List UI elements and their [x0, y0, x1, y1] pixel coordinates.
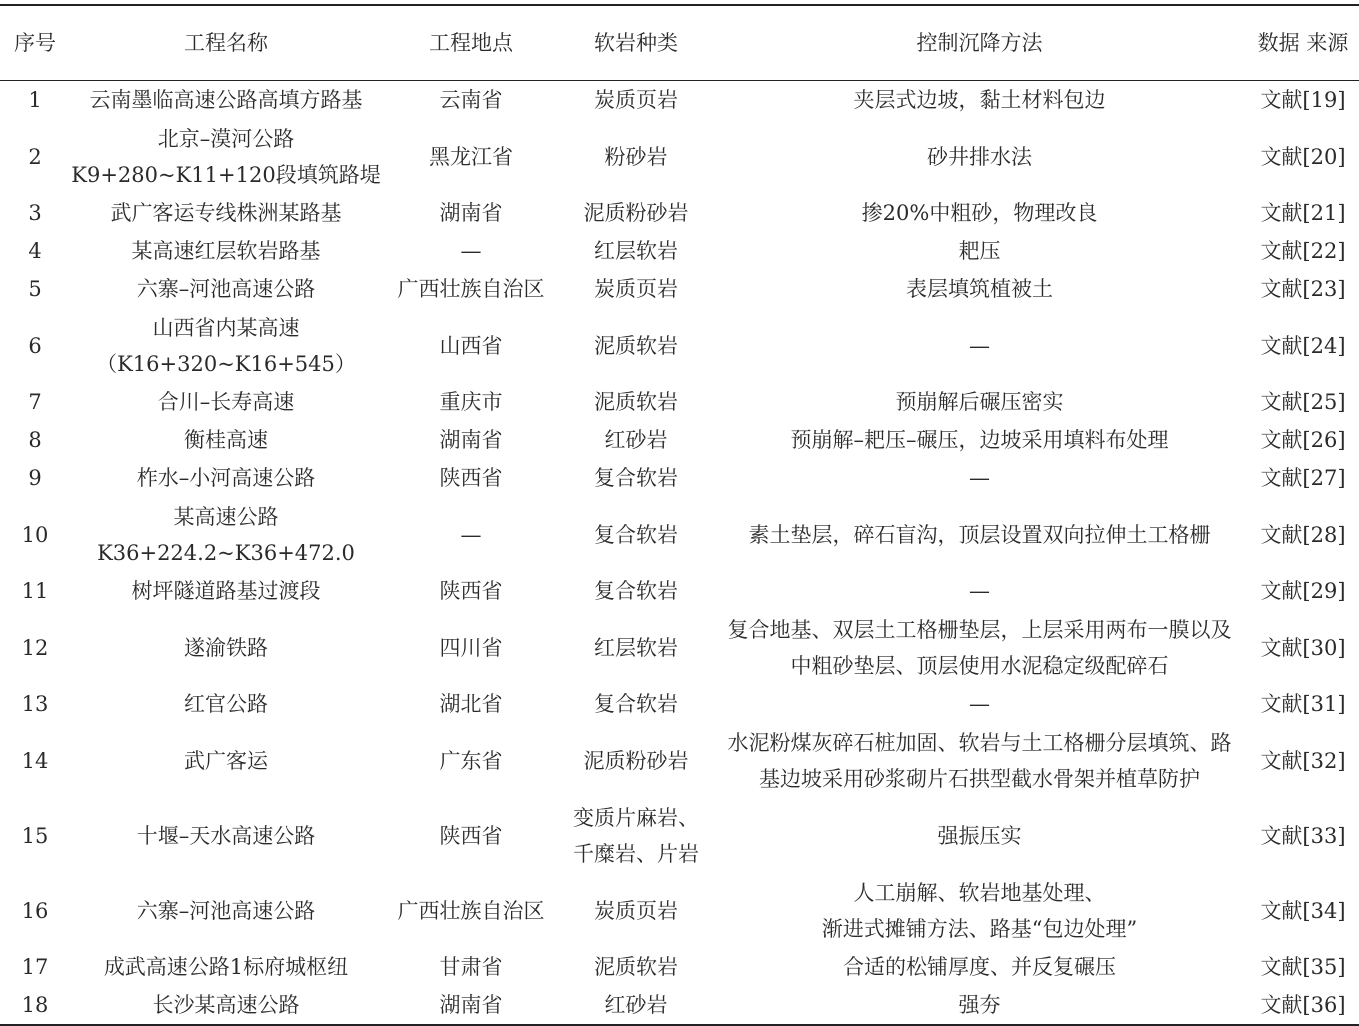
cell-project-name: [70, 723, 382, 798]
soft-rock-embankment-table: [0, 4, 1359, 1026]
cell-settlement-method: [712, 948, 1247, 986]
cell-settlement-method-line: 复合地基、双层土工格栅垫层，上层采用两布一膜以及: [727, 617, 1232, 642]
cell-index: 3: [28, 201, 42, 225]
cell-rock-type: [560, 873, 712, 948]
cell-project-name-line: 红官公路: [184, 692, 268, 716]
cell-project-name: [70, 194, 382, 232]
table-row: [0, 572, 1359, 610]
cell-settlement-method-line: 合适的松铺厚度、并反复碾压: [843, 955, 1116, 979]
cell-settlement-method: [712, 798, 1247, 873]
cell-data-source: 文献[34]: [1260, 898, 1346, 923]
cell-settlement-method-line: 表层填筑植被土: [906, 277, 1053, 301]
cell-rock-type-line: 复合软岩: [594, 692, 678, 716]
cell-location: 山西省: [439, 333, 503, 358]
cell-index: 1: [28, 88, 42, 112]
cell-project-name: [70, 270, 382, 308]
cell-location: 甘肃省: [439, 955, 503, 979]
cell-project-name-line: 武广客运专线株洲某路基: [110, 201, 342, 225]
cell-project-name-line: 遂渝铁路: [184, 635, 268, 660]
cell-rock-type-line: 红砂岩: [604, 993, 668, 1017]
cell-project-name: [70, 873, 382, 948]
cell-rock-type: [560, 459, 712, 497]
table-row: [0, 81, 1359, 120]
cell-rock-type-line: 炭质页岩: [594, 88, 678, 112]
cell-index: 12: [21, 635, 49, 660]
cell-settlement-method: [712, 421, 1247, 459]
cell-location: 湖南省: [439, 201, 503, 225]
cell-location: 湖南省: [439, 428, 503, 452]
cell-location: 广西壮族自治区: [397, 277, 545, 301]
cell-rock-type: [560, 497, 712, 572]
cell-settlement-method-line: —: [969, 579, 990, 603]
cell-rock-type-line: 千糜岩、片岩: [573, 841, 699, 866]
cell-settlement-method-line: —: [969, 333, 990, 358]
cell-data-source: 文献[26]: [1260, 428, 1346, 452]
cell-data-source: 文献[28]: [1260, 522, 1346, 547]
table-row: [0, 723, 1359, 798]
cell-project-name: [70, 308, 382, 383]
header-rock-type: 软岩种类: [594, 30, 678, 55]
cell-project-name: [70, 572, 382, 610]
cell-project-name-line: 某高速公路: [173, 504, 279, 529]
cell-project-name-line: 十堰–天水高速公路: [136, 823, 316, 848]
cell-rock-type: [560, 119, 712, 194]
cell-project-name-line: 树坪隧道路基过渡段: [131, 579, 321, 603]
cell-rock-type: [560, 798, 712, 873]
cell-settlement-method-line: 强夯: [958, 993, 1001, 1017]
cell-project-name-line: 长沙某高速公路: [152, 993, 300, 1017]
cell-rock-type: [560, 308, 712, 383]
table-row: [0, 194, 1359, 232]
cell-settlement-method-line: 砂井排水法: [927, 144, 1032, 169]
cell-data-source: 文献[29]: [1260, 579, 1346, 603]
header-project-name: 工程名称: [184, 30, 268, 55]
cell-rock-type-line: 复合软岩: [594, 522, 678, 547]
cell-settlement-method-line: 掺20%中粗砂，物理改良: [861, 201, 1098, 225]
cell-rock-type-line: 变质片麻岩、: [573, 805, 699, 830]
cell-rock-type: [560, 723, 712, 798]
table-body: [0, 81, 1359, 1026]
header-index: 序号: [14, 30, 56, 55]
cell-rock-type: [560, 986, 712, 1025]
cell-rock-type: [560, 610, 712, 685]
cell-settlement-method-line: 预崩解后碾压密实: [895, 390, 1064, 414]
cell-location: —: [460, 522, 482, 547]
table-row: [0, 459, 1359, 497]
cell-settlement-method-line: 水泥粉煤灰碎石桩加固、软岩与土工格栅分层填筑、路: [727, 730, 1232, 755]
cell-settlement-method: [712, 572, 1247, 610]
cell-rock-type-line: 泥质软岩: [594, 390, 678, 414]
cell-index: 18: [21, 993, 49, 1017]
cell-data-source: 文献[36]: [1260, 993, 1346, 1017]
cell-project-name-line: （K16+320~K16+545）: [96, 351, 356, 376]
cell-project-name-line: 云南墨临高速公路高填方路基: [89, 88, 363, 112]
cell-rock-type-line: 泥质粉砂岩: [583, 201, 689, 225]
cell-data-source: 文献[20]: [1260, 144, 1346, 169]
cell-project-name: [70, 685, 382, 723]
header-source-line-1: 数据: [1257, 30, 1300, 55]
cell-rock-type-line: 复合软岩: [594, 466, 678, 490]
cell-settlement-method-line: 强振压实: [937, 823, 1022, 848]
cell-index: 11: [21, 579, 49, 603]
cell-data-source: 文献[30]: [1260, 635, 1346, 660]
table-row: [0, 270, 1359, 308]
cell-location: 重庆市: [439, 390, 503, 414]
header-data-source: [1247, 5, 1359, 81]
cell-data-source: 文献[33]: [1260, 823, 1346, 848]
cell-project-name-line: 六寨–河池高速公路: [136, 277, 316, 301]
cell-index: 17: [21, 955, 49, 979]
cell-rock-type-line: 复合软岩: [594, 579, 678, 603]
cell-project-name-line: 柞水–小河高速公路: [136, 466, 316, 490]
cell-rock-type-line: 炭质页岩: [594, 277, 678, 301]
cell-settlement-method-line: 素土垫层，碎石盲沟，顶层设置双向拉伸土工格栅: [748, 522, 1211, 547]
cell-rock-type: [560, 81, 712, 120]
cell-index: 6: [28, 333, 42, 358]
cell-settlement-method: [712, 685, 1247, 723]
header-settlement-method: 控制沉降方法: [916, 30, 1043, 55]
cell-settlement-method-line: 夹层式边坡，黏土材料包边: [853, 88, 1106, 112]
cell-rock-type-line: 泥质软岩: [594, 955, 678, 979]
table-row: [0, 497, 1359, 572]
table-row: [0, 421, 1359, 459]
table-row: [0, 986, 1359, 1025]
cell-data-source: 文献[32]: [1260, 748, 1346, 773]
cell-project-name-line: 山西省内某高速: [152, 315, 300, 340]
cell-project-name-line: 武广客运: [184, 748, 268, 773]
cell-location: 云南省: [439, 88, 503, 112]
cell-project-name: [70, 421, 382, 459]
cell-location: 陕西省: [439, 823, 503, 848]
table-row: [0, 798, 1359, 873]
cell-project-name: [70, 119, 382, 194]
cell-project-name: [70, 81, 382, 120]
cell-index: 5: [28, 277, 42, 301]
cell-settlement-method-line: —: [969, 466, 990, 490]
header-location: 工程地点: [429, 30, 513, 55]
cell-data-source: 文献[31]: [1260, 692, 1346, 716]
cell-rock-type-line: 红砂岩: [604, 428, 668, 452]
cell-index: 16: [21, 898, 49, 923]
table-row: [0, 119, 1359, 194]
table-row: [0, 685, 1359, 723]
cell-location: 湖北省: [439, 692, 503, 716]
cell-settlement-method: [712, 723, 1247, 798]
cell-index: 8: [28, 428, 42, 452]
table-row: [0, 610, 1359, 685]
cell-settlement-method: [712, 81, 1247, 120]
cell-location: 湖南省: [439, 993, 503, 1017]
cell-settlement-method-line: 基边坡采用砂浆砌片石拱型截水骨架并植草防护: [759, 766, 1200, 791]
cell-index: 10: [21, 522, 49, 547]
cell-settlement-method: [712, 308, 1247, 383]
cell-project-name: [70, 948, 382, 986]
cell-project-name-line: 成武高速公路1标府城枢纽: [103, 955, 349, 979]
cell-settlement-method: [712, 459, 1247, 497]
cell-data-source: 文献[35]: [1260, 955, 1346, 979]
cell-project-name-line: 北京–漠河公路: [157, 126, 295, 151]
cell-project-name: [70, 610, 382, 685]
cell-settlement-method: [712, 986, 1247, 1025]
cell-project-name: [70, 986, 382, 1025]
cell-settlement-method: [712, 383, 1247, 421]
cell-rock-type-line: 粉砂岩: [604, 144, 668, 169]
cell-settlement-method: [712, 270, 1247, 308]
cell-settlement-method-line: 人工崩解、软岩地基处理、: [853, 880, 1106, 905]
cell-project-name: [70, 497, 382, 572]
cell-index: 13: [21, 692, 49, 716]
cell-rock-type-line: 红层软岩: [594, 635, 678, 660]
cell-settlement-method: [712, 873, 1247, 948]
cell-project-name: [70, 459, 382, 497]
cell-data-source: 文献[23]: [1260, 277, 1346, 301]
cell-rock-type-line: 泥质粉砂岩: [583, 748, 689, 773]
cell-location: 陕西省: [439, 466, 503, 490]
cell-location: 黑龙江省: [429, 144, 513, 169]
cell-location: —: [460, 239, 482, 263]
table-header: [0, 5, 1359, 81]
header-row: [0, 5, 1359, 81]
cell-project-name-line: K36+224.2~K36+472.0: [97, 540, 355, 565]
cell-project-name: [70, 232, 382, 270]
table-row: [0, 383, 1359, 421]
cell-rock-type-line: 红层软岩: [594, 239, 678, 263]
table-row: [0, 948, 1359, 986]
header-source-line-2: 来源: [1306, 30, 1349, 55]
cell-index: 14: [21, 748, 49, 773]
table-row: [0, 873, 1359, 948]
cell-index: 15: [21, 823, 49, 848]
cell-project-name-line: 某高速红层软岩路基: [131, 239, 321, 263]
cell-project-name-line: K9+280~K11+120段填筑路堤: [71, 162, 381, 187]
cell-rock-type: [560, 572, 712, 610]
cell-location: 广东省: [439, 748, 503, 773]
cell-location: 陕西省: [439, 579, 503, 603]
cell-settlement-method: [712, 194, 1247, 232]
cell-data-source: 文献[27]: [1260, 466, 1346, 490]
cell-data-source: 文献[21]: [1260, 201, 1346, 225]
cell-settlement-method: [712, 497, 1247, 572]
table-row: [0, 232, 1359, 270]
cell-index: 9: [28, 466, 42, 490]
cell-data-source: 文献[25]: [1260, 390, 1346, 414]
cell-project-name-line: 合川–长寿高速: [157, 390, 295, 414]
cell-project-name-line: 衡桂高速: [184, 428, 268, 452]
cell-rock-type: [560, 948, 712, 986]
cell-rock-type-line: 炭质页岩: [594, 898, 678, 923]
cell-location: 广西壮族自治区: [397, 898, 545, 923]
cell-rock-type: [560, 232, 712, 270]
cell-data-source: 文献[22]: [1260, 239, 1346, 263]
cell-data-source: 文献[24]: [1260, 333, 1346, 358]
cell-settlement-method-line: 中粗砂垫层、顶层使用水泥稳定级配碎石: [790, 653, 1169, 678]
cell-location: 四川省: [439, 635, 503, 660]
cell-rock-type: [560, 383, 712, 421]
cell-settlement-method-line: —: [969, 692, 990, 716]
cell-data-source: 文献[19]: [1260, 88, 1346, 112]
cell-rock-type: [560, 194, 712, 232]
cell-project-name: [70, 383, 382, 421]
cell-index: 7: [28, 390, 42, 414]
cell-settlement-method: [712, 610, 1247, 685]
cell-index: 2: [28, 144, 42, 169]
cell-rock-type: [560, 421, 712, 459]
cell-index: 4: [28, 239, 42, 263]
cell-project-name-line: 六寨–河池高速公路: [136, 898, 316, 923]
cell-settlement-method-line: 耙压: [958, 239, 1001, 263]
table-row: [0, 308, 1359, 383]
cell-settlement-method: [712, 232, 1247, 270]
cell-rock-type: [560, 270, 712, 308]
cell-project-name: [70, 798, 382, 873]
cell-settlement-method: [712, 119, 1247, 194]
cell-rock-type-line: 泥质软岩: [594, 333, 678, 358]
cell-settlement-method-line: 预崩解–耙压–碾压，边坡采用填料布处理: [790, 428, 1169, 452]
cell-rock-type: [560, 685, 712, 723]
cell-settlement-method-line: 渐进式摊铺方法、路基“包边处理”: [821, 916, 1138, 941]
